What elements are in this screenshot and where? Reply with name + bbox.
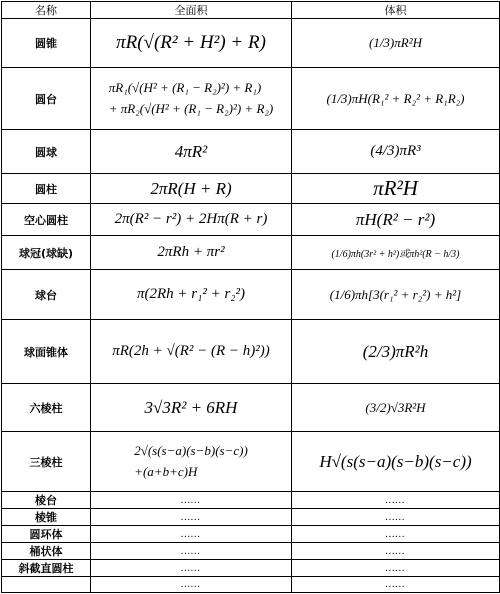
table-row: [2, 432, 500, 492]
header-volume: 体积: [292, 2, 500, 19]
formula-table: [1, 1, 500, 593]
surface-formula: ……: [91, 526, 292, 543]
table-row: [2, 204, 500, 236]
volume-formula: πR²H: [292, 174, 500, 204]
volume-formula: (4/3)πR³: [292, 130, 500, 174]
table-row: [2, 577, 500, 593]
shape-name: [2, 577, 91, 593]
volume-formula: (3/2)√3R²H: [292, 384, 500, 432]
header-row: [2, 2, 500, 19]
table-row: [2, 19, 500, 68]
table-row: [2, 492, 500, 509]
shape-name: 桶状体: [2, 543, 91, 560]
volume-formula: (1/6)πh(3r² + h²)或πh²(R − h/3): [292, 236, 500, 270]
table-row: [2, 543, 500, 560]
surface-formula: ……: [91, 543, 292, 560]
shape-name: 球面锥体: [2, 320, 91, 384]
header-name: 名称: [2, 2, 91, 19]
surface-formula: πR(2h + √(R² − (R − h)²)): [91, 320, 292, 384]
table-row: [2, 236, 500, 270]
surface-formula: ……: [91, 492, 292, 509]
shape-name: 空心圆柱: [2, 204, 91, 236]
volume-formula: ……: [292, 560, 500, 577]
surface-formula: 2πRh + πr²: [91, 236, 292, 270]
volume-formula: H√(s(s−a)(s−b)(s−c)): [292, 432, 500, 492]
table-row: [2, 384, 500, 432]
shape-name: 球台: [2, 270, 91, 320]
volume-formula: ……: [292, 526, 500, 543]
surface-formula-line: 2√(s(s−a)(s−b)(s−c)): [134, 442, 248, 458]
shape-name: 棱锥: [2, 509, 91, 526]
shape-name: 六棱柱: [2, 384, 91, 432]
volume-formula: ……: [292, 492, 500, 509]
shape-name: 圆球: [2, 130, 91, 174]
surface-formula: πR(√(R² + H²) + R): [91, 19, 292, 68]
surface-formula: ……: [91, 509, 292, 526]
surface-formula: [91, 432, 292, 492]
table-row: [2, 68, 500, 130]
surface-formula-line: +(a+b+c)H: [134, 463, 198, 479]
shape-name: 棱台: [2, 492, 91, 509]
surface-formula: 3√3R² + 6RH: [91, 384, 292, 432]
surface-formula: [91, 68, 292, 130]
volume-formula: (1/3)πR²H: [292, 19, 500, 68]
table-row: [2, 174, 500, 204]
shape-name: 球冠(球缺): [2, 236, 91, 270]
shape-name: 三棱柱: [2, 432, 91, 492]
surface-formula: ……: [91, 577, 292, 593]
surface-formula-line: πR₁(√(H² + (R₁ − R₂)²) + R₁): [108, 79, 262, 95]
volume-formula: (1/3)πH(R₁² + R₂² + R₁R₂): [292, 68, 500, 130]
volume-formula: (2/3)πR²h: [292, 320, 500, 384]
header-surface: 全面积: [91, 2, 292, 19]
shape-name: 圆台: [2, 68, 91, 130]
volume-formula: ……: [292, 543, 500, 560]
surface-formula: 2πR(H + R): [91, 174, 292, 204]
shape-name: 圆环体: [2, 526, 91, 543]
surface-formula-line: + πR₂(√(H² + (R₁ − R₂)²) + R₂): [108, 100, 274, 116]
table-row: [2, 270, 500, 320]
shape-name: 斜截直圆柱: [2, 560, 91, 577]
table-row: [2, 320, 500, 384]
surface-formula: 4πR²: [91, 130, 292, 174]
surface-formula: 2π(R² − r²) + 2Hπ(R + r): [91, 204, 292, 236]
table-row: [2, 130, 500, 174]
shape-name: 圆锥: [2, 19, 91, 68]
volume-formula: πH(R² − r²): [292, 204, 500, 236]
table-row: [2, 509, 500, 526]
shape-name: 圆柱: [2, 174, 91, 204]
table-row: [2, 560, 500, 577]
volume-formula: ……: [292, 509, 500, 526]
volume-formula: (1/6)πh[3(r₁² + r₂²) + h²]: [292, 270, 500, 320]
volume-formula: ……: [292, 577, 500, 593]
surface-formula: ……: [91, 560, 292, 577]
table-row: [2, 526, 500, 543]
surface-formula: π(2Rh + r₁² + r₂²): [91, 270, 292, 320]
